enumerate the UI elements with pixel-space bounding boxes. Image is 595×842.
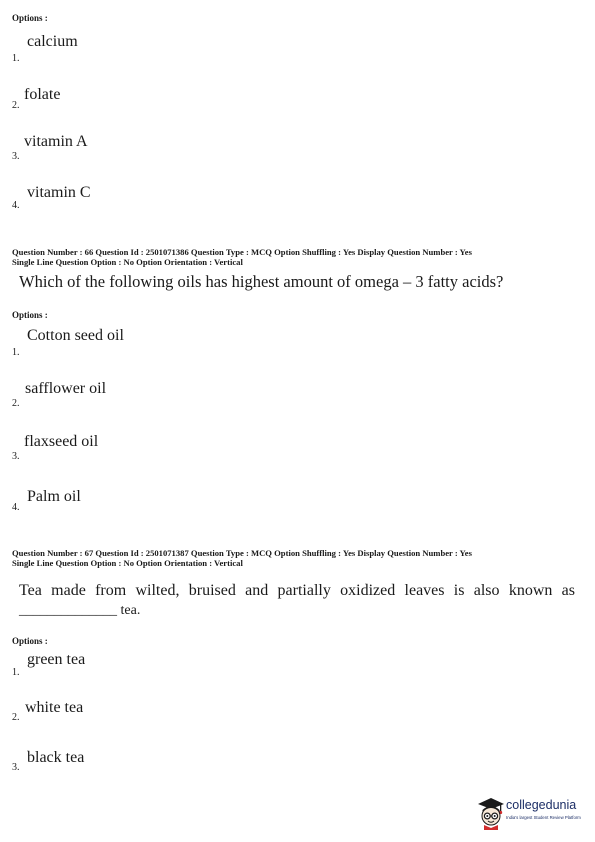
options-label: Options : — [12, 13, 48, 23]
question-metadata — [12, 248, 472, 267]
question-text-line1: Tea made from wilted, bruised and partially oxidized leaves is also known as — [19, 582, 575, 599]
option-4-number: 4. — [12, 502, 20, 513]
option-3-text[interactable]: black tea — [27, 749, 85, 766]
option-4-number: 4. — [12, 200, 20, 211]
student-mascot-icon — [476, 795, 506, 831]
option-1-text[interactable]: green tea — [27, 651, 86, 668]
question-metadata-line2: Single Line Question Option : No Option Orientation : Vertical — [12, 557, 243, 568]
option-4-text[interactable]: Palm oil — [27, 488, 81, 505]
option-3-number: 3. — [12, 151, 20, 162]
option-1-text[interactable]: calcium — [27, 33, 78, 50]
option-1-number: 1. — [12, 347, 20, 358]
option-2-number: 2. — [12, 398, 20, 409]
question-text: Which of the following oils has highest amount of omega – 3 fatty acids? — [19, 272, 504, 291]
question-metadata — [12, 549, 472, 568]
option-2-text[interactable]: folate — [24, 86, 61, 103]
option-1-number: 1. — [12, 667, 20, 678]
option-3-number: 3. — [12, 451, 20, 462]
question-metadata-line1: Question Number : 67 Question Id : 2501071387 Question Type : MCQ Option Shuffling : Yes Display Question Number : Yes — [12, 548, 472, 558]
collegedunia-logo[interactable] — [476, 795, 588, 831]
question-text — [19, 580, 575, 602]
option-1-text[interactable]: Cotton seed oil — [27, 327, 124, 344]
option-2-number: 2. — [12, 712, 20, 723]
option-4-text[interactable]: vitamin C — [27, 184, 91, 201]
option-2-text[interactable]: white tea — [25, 699, 84, 716]
option-1-number: 1. — [12, 53, 20, 64]
question-metadata-line1: Question Number : 66 Question Id : 2501071386 Question Type : MCQ Option Shuffling : Yes Display Question Number : Yes — [12, 247, 472, 257]
logo-brand-text: collegedunia — [506, 798, 577, 812]
option-2-text[interactable]: safflower oil — [25, 380, 107, 397]
options-label: Options : — [12, 636, 48, 646]
options-label: Options : — [12, 310, 48, 320]
question-text-line2: ______________ tea. — [19, 603, 141, 618]
question-metadata-line2: Single Line Question Option : No Option Orientation : Vertical — [12, 256, 243, 267]
option-3-text[interactable]: flaxseed oil — [24, 433, 99, 450]
option-3-text[interactable]: vitamin A — [24, 133, 88, 150]
option-3-number: 3. — [12, 762, 20, 773]
option-2-number: 2. — [12, 100, 20, 111]
logo-tagline: India's largest Student Review Platform — [506, 815, 581, 820]
